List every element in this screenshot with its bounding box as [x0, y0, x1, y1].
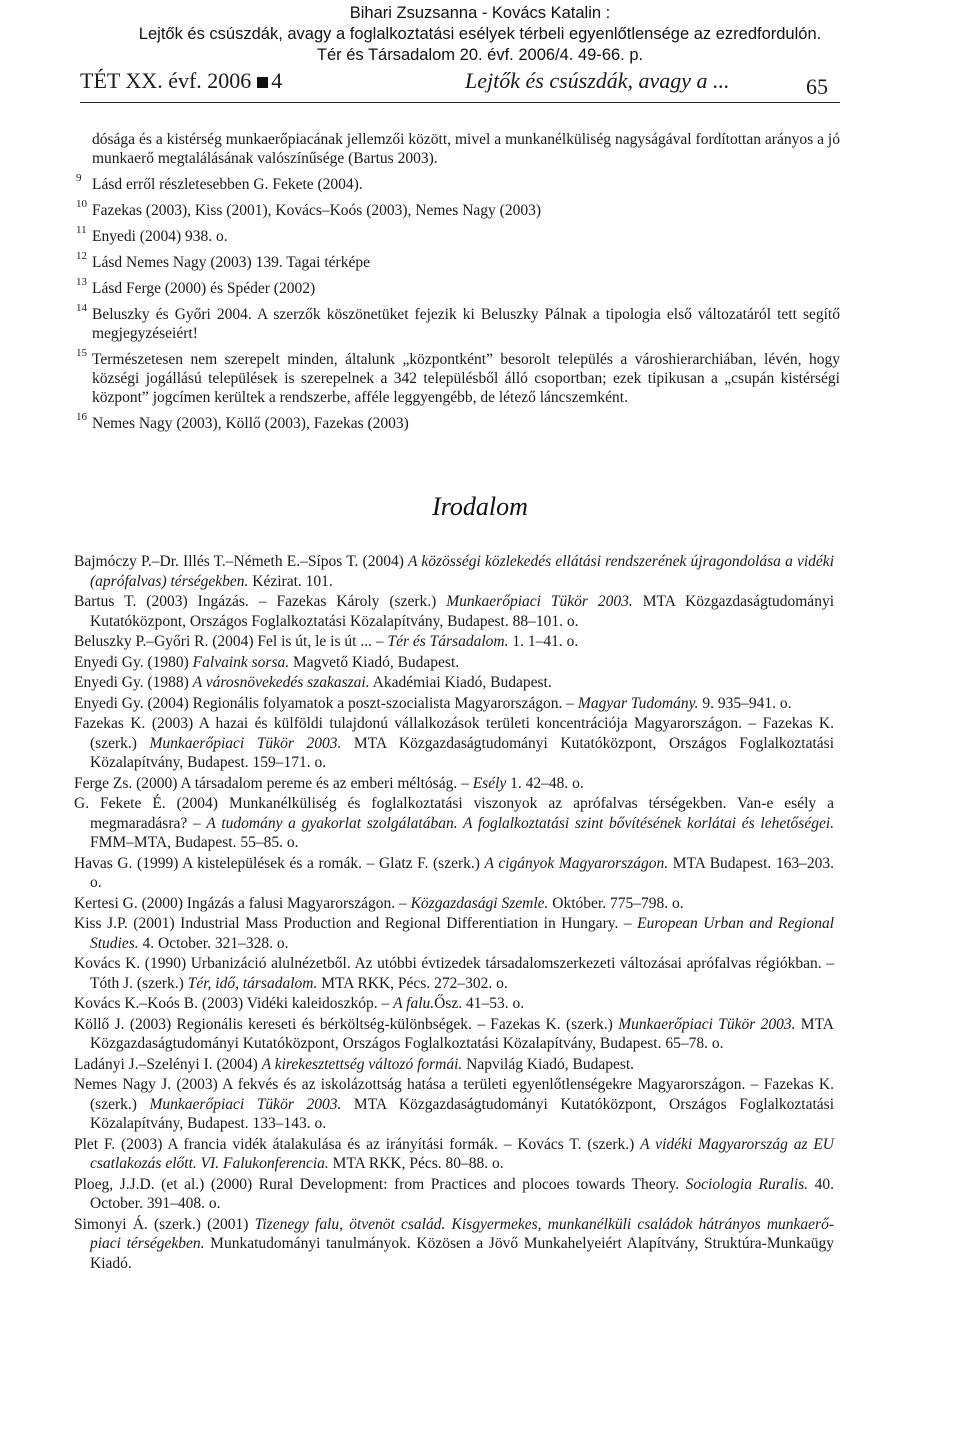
reference-text: Ferge Zs. (2000) A társadalom pereme és az emberi méltóság. –: [74, 774, 473, 792]
reference-text: MTA Budapest. 163–203. o.: [90, 854, 835, 891]
footnote-text: Természetesen nem szerepelt minden, általunk „központként” besorolt település a városhierarchiában, lévén, hogy községi jogállású települések is szerepelnek a 342 településből álló csoportban; ezek tipikusan a „csupán kistérségi központ” jogcímen kerültek a rendszerbe, afféle leggyengébb, de létező láncszemként.: [92, 351, 840, 406]
reference-item: [74, 1175, 834, 1214]
citation-source: Tér és Társadalom 20. évf. 2006/4. 49-66. p.: [316, 46, 644, 64]
reference-text: Kovács K. (1990) Urbanizáció alulnézetből. Az utóbbi évtizedek társadalomszerkezeti változásai aprófalvas régiókban. – Tóth J. (szerk.): [74, 955, 834, 992]
journal-label: TÉT XX. évf. 2006: [80, 68, 252, 93]
reference-title: Munkaerőpiaci Tükör 2003.: [149, 734, 342, 752]
running-head-title: Lejtők és csúszdák, avagy a ...: [465, 68, 730, 93]
reference-text: 9. 935–941. o.: [698, 694, 792, 712]
reference-text: Magvető Kiadó, Budapest.: [289, 653, 460, 671]
reference-text: Október. 775–798. o.: [548, 894, 684, 912]
reference-title: A kirekesztettség változó formái.: [261, 1055, 463, 1073]
reference-item: [74, 632, 834, 652]
footnote-text: Nemes Nagy (2003), Köllő (2003), Fazekas (2003): [92, 415, 409, 432]
reference-item: [74, 653, 834, 673]
reference-title: European Urban and Regional Studies.: [90, 915, 835, 952]
footnote: [76, 224, 840, 246]
footnote: [76, 302, 840, 343]
footnote-number: 14: [76, 302, 87, 314]
reference-item: [74, 914, 834, 953]
reference-text: Napvilág Kiadó, Budapest.: [462, 1055, 635, 1073]
reference-item: [74, 592, 834, 631]
reference-title: A cigányok Magyarországon.: [484, 854, 669, 872]
footnote-number: 11: [76, 224, 87, 236]
reference-title: A vidéki Magyarország az EU csatlakozás előtt. VI. Falukonferencia.: [90, 1135, 835, 1172]
reference-text: MTA Közgazdaságtudományi Kutatóközpont, Országos Foglalkoztatási Közalapítvány, Budapest. 133–143. o.: [90, 1095, 834, 1132]
reference-item: [74, 894, 834, 914]
reference-item: [74, 552, 834, 591]
reference-text: Bajmóczy P.–Dr. Illés T.–Németh E.–Sípos T. (2004): [74, 553, 409, 570]
reference-text: Beluszky P.–Győri R. (2004) Fel is út, le is út ... –: [74, 633, 388, 650]
reference-text: Kovács K.–Koós B. (2003) Vidéki kaleidoszkóp. –: [74, 995, 394, 1012]
reference-text: Bartus T. (2003) Ingázás. – Fazekas Károly (szerk.): [74, 593, 447, 610]
reference-item: [74, 1075, 834, 1134]
reference-text: 4. October. 321–328. o.: [138, 934, 289, 952]
citation-authors: Bihari Zsuzsanna - Kovács Katalin :: [349, 4, 611, 22]
footnote-text: Lásd Nemes Nagy (2003) 139. Tagai térképe: [92, 254, 370, 271]
reference-text: Enyedi Gy. (1980): [74, 653, 193, 671]
reference-item: [74, 854, 834, 893]
reference-item: [74, 714, 834, 773]
section-title: Irodalom: [432, 492, 528, 521]
reference-text: Ladányi J.–Szelényi I. (2004): [74, 1055, 262, 1073]
reference-text: Kertesi G. (2000) Ingázás a falusi Magyarországon. –: [74, 894, 411, 912]
running-head: [80, 68, 840, 103]
reference-title: Esély: [472, 774, 507, 792]
footnote: [76, 347, 840, 407]
footnote: [76, 198, 840, 220]
reference-item: [74, 954, 834, 993]
reference-title: Munkaerőpiaci Tükör 2003.: [618, 1015, 796, 1033]
reference-item: [74, 1015, 834, 1054]
reference-text: FMM–MTA, Budapest. 55–85. o.: [90, 834, 299, 851]
reference-text: Fazekas K. (2003) A hazai és külföldi tulajdonú vállalkozások területi koncentrációja Magyarországon. – Fazekas K. (szerk.): [74, 715, 834, 752]
reference-text: 1. 1–41. o.: [508, 633, 579, 650]
page-number: 65: [806, 74, 828, 99]
footnote: [76, 172, 840, 194]
issue-number: 4: [271, 68, 283, 93]
reference-text: Munkatudományi tanulmányok. Közösen a Jövő Munkahelyeiért Alapítvány, Struktúra-Munkaügy Kiadó.: [90, 1235, 835, 1272]
footnote-continuation: dósága és a kistérség munkaerőpiacának jellemzői között, mivel a munkanélküliség nagyságával fordítottan arányos a jó munkaerő megtalálásának valószínűsége (Bartus 2003).: [92, 131, 840, 167]
reference-title: Tizenegy falu, ötvenöt család. Kisgyermekes, munkanélküli családok hátrányos munkaerő-piaci térségekben.: [90, 1215, 834, 1252]
reference-text: 40. October. 391–408. o.: [90, 1175, 834, 1212]
footnote-number: 9: [76, 172, 82, 184]
reference-text: MTA Közgazdaságtudományi Kutatóközpont, Országos Foglalkoztatási Közalapítvány, Budapest. 159–171. o.: [90, 734, 834, 771]
reference-title: Tér, idő, társadalom.: [187, 974, 318, 992]
reference-title: Közgazdasági Szemle.: [410, 894, 549, 912]
reference-title: Falvaink sorsa.: [192, 653, 290, 671]
reference-text: Enyedi Gy. (2004) Regionális folyamatok a poszt-szocialista Magyarországon. –: [74, 694, 578, 712]
reference-text: MTA RKK, Pécs. 272–302. o.: [317, 974, 508, 992]
reference-title: Sociologia Ruralis.: [685, 1175, 809, 1193]
reference-item: [74, 1135, 834, 1174]
reference-title: A falu.: [393, 995, 435, 1012]
reference-text: Enyedi Gy. (1988): [74, 674, 193, 691]
reference-item: [74, 774, 834, 794]
citation-title: Lejtők és csúszdák, avagy a foglalkoztatási esélyek térbeli egyenlőtlensége az ezredfordulón.: [138, 25, 822, 43]
footnote-text: Lásd erről részletesebben G. Fekete (2004).: [92, 176, 363, 193]
reference-text: Kiss J.P. (2001) Industrial Mass Production and Regional Differentiation in Hungary. –: [74, 915, 638, 932]
square-bullet-icon: [257, 77, 268, 88]
footnote-number: 12: [76, 250, 87, 262]
reference-list: [74, 552, 834, 1274]
footnote-number: 16: [76, 411, 87, 423]
footnote: [76, 250, 840, 272]
footnote-text: Lásd Ferge (2000) és Spéder (2002): [92, 280, 316, 297]
footnote: [76, 411, 840, 433]
reference-item: [74, 994, 834, 1014]
reference-title: Tér és Társadalom.: [387, 633, 509, 650]
reference-text: Havas G. (1999) A kistelepülések és a romák. – Glatz F. (szerk.): [74, 854, 485, 872]
reference-title: Magyar Tudomány.: [577, 694, 699, 712]
reference-text: Ősz. 41–53. o.: [434, 995, 525, 1012]
reference-text: 1. 42–48. o.: [506, 774, 584, 792]
footnote-number: 10: [76, 198, 87, 210]
reference-title: Munkaerőpiaci Tükör 2003.: [149, 1095, 342, 1113]
reference-item: [74, 694, 834, 714]
reference-item: [74, 673, 834, 693]
footnote-text: Enyedi (2004) 938. o.: [92, 228, 228, 245]
reference-item: [74, 1215, 834, 1274]
reference-text: G. Fekete É. (2004) Munkanélküliség és foglalkoztatási viszonyok az aprófalvas térségekben. Van-e esély a megmaradásra? –: [74, 795, 834, 832]
reference-text: Ploeg, J.J.D. (et al.) (2000) Rural Development: from Practices and plocoes towards Theory.: [74, 1175, 686, 1193]
reference-text: Köllő J. (2003) Regionális kereseti és bérköltség-különbségek. – Fazekas K. (szerk.): [74, 1015, 619, 1033]
reference-title: A tudomány a gyakorlat szolgálatában. A foglalkoztatási szint bővítésének korlátai és lehetőségei.: [206, 814, 835, 832]
reference-text: Kézirat. 101.: [248, 572, 333, 590]
footnote-number: 15: [76, 347, 87, 359]
footnote-number: 13: [76, 276, 87, 288]
reference-text: Akadémiai Kiadó, Budapest.: [369, 674, 552, 691]
reference-title: Munkaerőpiaci Tükör 2003.: [446, 593, 633, 610]
reference-item: [74, 794, 834, 853]
citation-header: [0, 3, 960, 66]
reference-item: [74, 1055, 834, 1075]
footnote: [76, 276, 840, 298]
reference-text: MTA RKK, Pécs. 80–88. o.: [328, 1155, 504, 1172]
reference-text: MTA Közgazdaságtudományi Kutatóközpont, Országos Foglalkoztatási Közalapítvány, Budapest. 88–101. o.: [90, 593, 834, 630]
footnotes: [76, 130, 840, 433]
reference-title: A közösségi közlekedés ellátási rendszerének újragondolása a vidéki (aprófalvas) térségekben.: [90, 553, 834, 590]
reference-text: Simonyi Á. (szerk.) (2001): [74, 1215, 255, 1233]
reference-text: Nemes Nagy J. (2003) A fekvés és az iskolázottság hatása a területi egyenlőtlenségekre Magyarországon. – Fazekas K. (szerk.): [74, 1076, 834, 1113]
reference-text: Plet F. (2003) A francia vidék átalakulása és az irányítási formák. – Kovács T. (szerk.): [74, 1135, 641, 1153]
running-head-journal: [80, 68, 282, 94]
footnote-text: Beluszky és Győri 2004. A szerzők köszönetüket fejezik ki Beluszky Pálnak a tipologia első változatáról tett segítő megjegyzéseiért!: [92, 306, 840, 342]
reference-title: A városnövekedés szakaszai.: [192, 674, 370, 691]
footnote-text: Fazekas (2003), Kiss (2001), Kovács–Koós (2003), Nemes Nagy (2003): [92, 202, 541, 219]
reference-text: MTA Közgazdaságtudományi Kutatóközpont, Országos Foglalkoztatási Közalapítvány, Budapest. 65–78. o.: [90, 1015, 834, 1052]
